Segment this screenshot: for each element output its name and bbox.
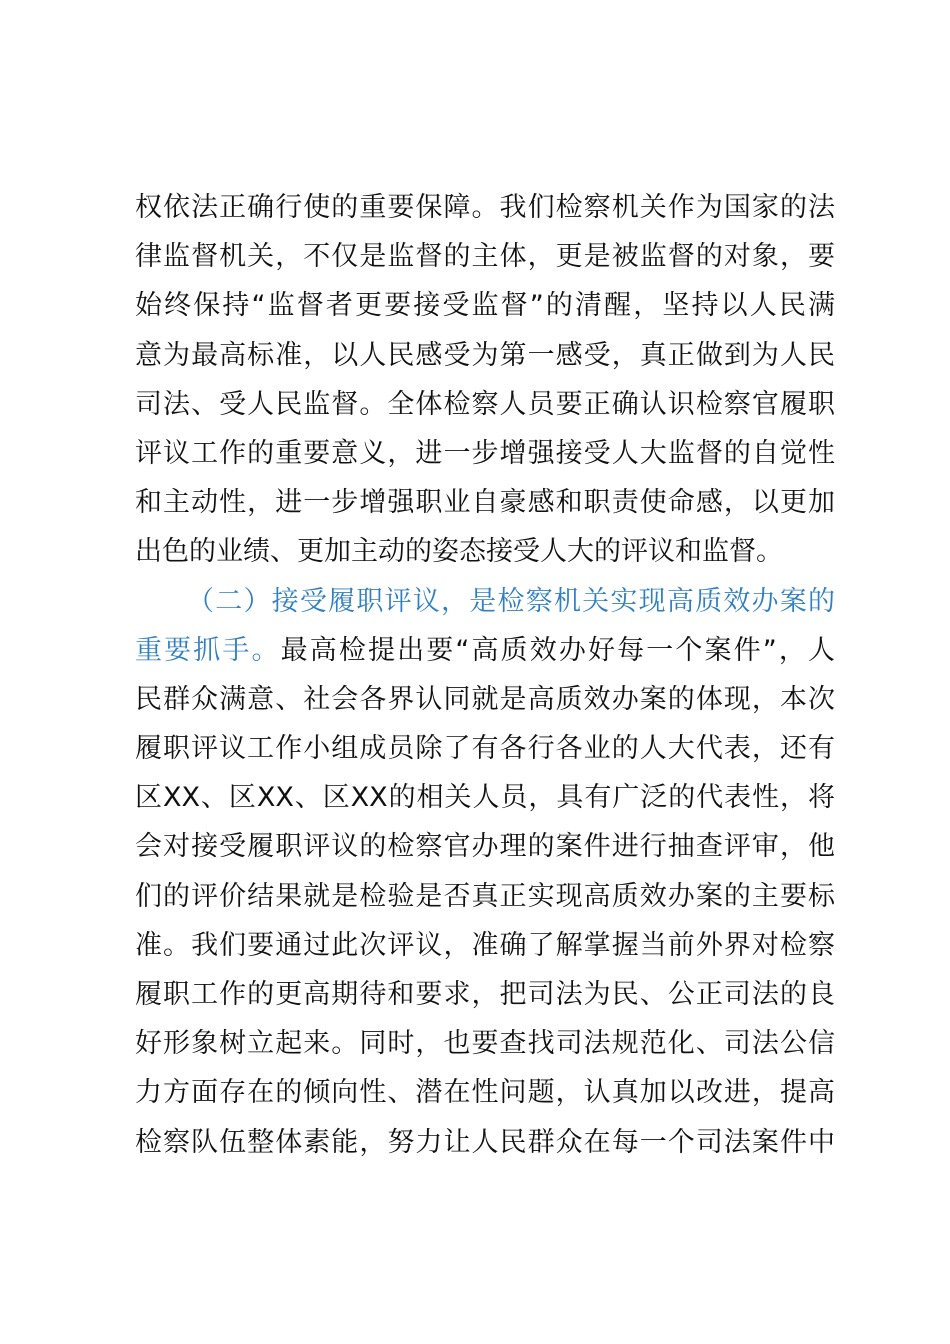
paragraph-line: 检察队伍整体素能，努力让人民群众在每一个司法案件中 [135,1126,835,1158]
paragraph-line: 权依法正确行使的重要保障。我们检察机关作为国家的法 [135,192,835,223]
paragraph-line: 好形象树立起来。同时，也要查找司法规范化、司法公信 [135,1028,835,1060]
paragraph-line: 出色的业绩、更加主动的姿态接受人大的评议和监督。 [135,536,783,568]
paragraph-line: 会对接受履职评议的检察官办理的案件进行抽查评审，他 [135,831,835,863]
section-heading: （二）接受履职评议，是检察机关实现高质效办案的 [187,585,835,617]
paragraph-line: 意为最高标准，以人民感受为第一感受，真正做到为人民 [135,339,835,371]
paragraph-line: 和主动性，进一步增强职业自豪感和职责使命感，以更加 [135,487,835,519]
paragraph-line: 司法、受人民监督。全体检察人员要正确认识检察官履职 [135,388,835,420]
paragraph-line: 们的评价结果就是检验是否真正实现高质效办案的主要标 [135,880,835,912]
paragraph-line: 评议工作的重要意义，进一步增强接受人大监督的自觉性 [135,437,835,469]
paragraph-line: 履职评议工作小组成员除了有各行各业的人大代表，还有 [135,733,835,765]
body-text [135,183,835,1167]
paragraph-line [135,626,835,675]
section-heading-end: 重要抓手。 [135,634,281,666]
paragraph-line: 区XX、区XX、区XX的相关人员，具有广泛的代表性，将 [135,782,835,814]
paragraph-line: 力方面存在的倾向性、潜在性问题，认真加以改进，提高 [135,1077,835,1109]
paragraph-line: 律监督机关，不仅是监督的主体，更是被监督的对象，要 [135,241,835,273]
paragraph-line: 准。我们要通过此次评议，准确了解掌握当前外界对检察 [135,929,835,961]
paragraph-line: 履职工作的更高期待和要求，把司法为民、公正司法的良 [135,979,835,1010]
paragraph-line-rest: 最高检提出要“高质效办好每一个案件”，人 [280,634,836,666]
paragraph-line: 始终保持“监督者更要接受监督”的清醒，坚持以人民满 [135,290,835,322]
paragraph-line: 民群众满意、社会各界认同就是高质效办案的体现，本次 [135,683,835,715]
